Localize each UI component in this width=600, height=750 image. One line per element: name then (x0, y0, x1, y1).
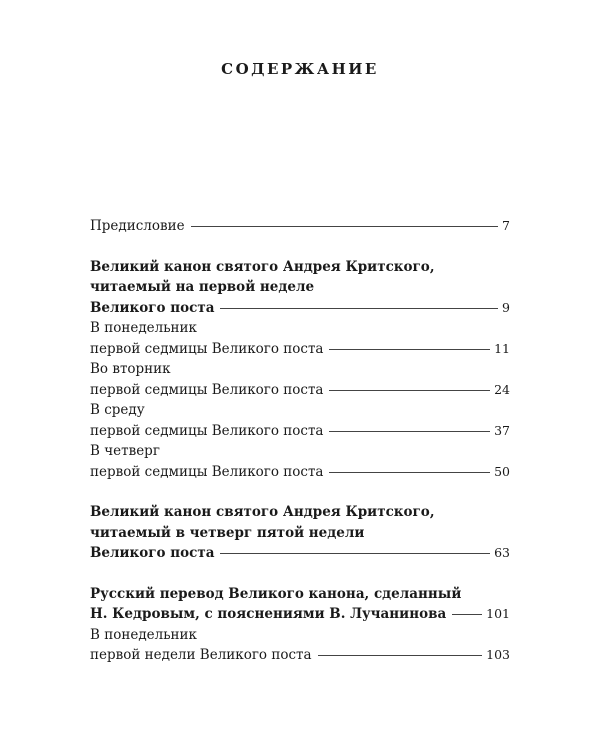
toc-entry-title: первой седмицы Великого поста (90, 463, 324, 480)
toc-section (90, 257, 510, 483)
leader-line (329, 349, 490, 350)
toc-entry-title: Великого поста (90, 545, 215, 561)
toc-entry-continuation (90, 441, 510, 462)
section-gap (90, 237, 510, 257)
toc-entry-continuation (90, 359, 510, 380)
toc-page-number: 24 (494, 381, 510, 397)
toc-entry-title: Великий канон святого Андрея Критского, (90, 504, 435, 520)
toc-entry-title: В понедельник (90, 320, 197, 336)
leader-line (329, 472, 490, 473)
toc-entry-title: Н. Кедровым, с пояснениями В. Лучанинова (90, 606, 447, 622)
toc-entry[interactable] (90, 604, 510, 625)
toc-entry[interactable] (90, 339, 510, 360)
toc-entry-title: читаемый в четверг пятой недели (90, 524, 365, 541)
toc-entry[interactable] (90, 645, 510, 666)
toc-entry[interactable] (90, 543, 510, 564)
toc-entry-continuation (90, 523, 510, 544)
toc-entry[interactable] (90, 462, 510, 483)
toc-page-number: 50 (494, 463, 510, 479)
toc-entry-title: первой недели Великого поста (90, 647, 312, 663)
table-of-contents (90, 216, 510, 666)
toc-entry-continuation (90, 625, 510, 646)
leader-line (220, 308, 498, 309)
toc-entry-title: первой седмицы Великого поста (90, 381, 324, 398)
toc-entry[interactable] (90, 216, 510, 237)
toc-page-number: 9 (502, 299, 510, 315)
toc-entry-title: В среду (90, 402, 145, 418)
page-title: СОДЕРЖАНИЕ (221, 60, 379, 78)
toc-entry-continuation (90, 318, 510, 339)
toc-entry-continuation (90, 400, 510, 421)
toc-entry-continuation (90, 277, 510, 298)
toc-section (90, 584, 510, 666)
toc-entry[interactable] (90, 421, 510, 442)
toc-entry-title: Предисловие (90, 218, 185, 234)
toc-entry-continuation (90, 257, 510, 278)
toc-entry-title: первой седмицы Великого поста (90, 340, 324, 357)
toc-entry[interactable] (90, 380, 510, 401)
section-gap (90, 482, 510, 502)
toc-entry-title: Во вторник (90, 361, 171, 377)
toc-entry-title: Великого поста (90, 299, 215, 316)
leader-line (329, 390, 490, 391)
toc-entry-title: первой седмицы Великого поста (90, 422, 324, 439)
toc-page-number: 7 (502, 218, 510, 233)
toc-entry-title: Русский перевод Великого канона, сделанный (90, 585, 462, 602)
leader-line (191, 226, 498, 227)
toc-page-number: 11 (494, 340, 510, 356)
section-gap (90, 564, 510, 584)
toc-entry-title: В четверг (90, 443, 160, 459)
leader-line (452, 614, 482, 615)
leader-line (318, 655, 483, 656)
toc-entry-title: Великий канон святого Андрея Критского, (90, 258, 435, 275)
leader-line (329, 431, 490, 432)
toc-entry[interactable] (90, 298, 510, 319)
toc-section (90, 216, 510, 237)
leader-line (220, 553, 490, 554)
toc-entry-title: В понедельник (90, 626, 197, 643)
toc-page-number: 101 (486, 606, 510, 621)
toc-section (90, 502, 510, 564)
toc-entry-continuation (90, 584, 510, 605)
toc-page-number: 63 (494, 545, 510, 560)
toc-entry-continuation (90, 502, 510, 523)
toc-page-number: 37 (494, 422, 510, 438)
toc-entry-title: читаемый на первой неделе (90, 279, 315, 295)
toc-page-number: 103 (486, 647, 510, 662)
